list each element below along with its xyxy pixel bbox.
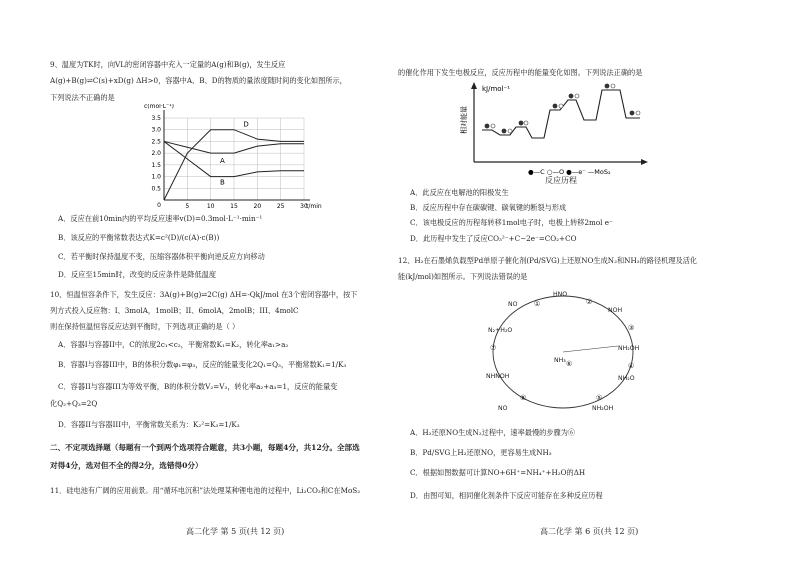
y-tick-label: 3.5 xyxy=(151,115,161,122)
q11-option-d: D．此历程中发生了反应CO₃²⁻+C−2e⁻=CO₂+CO xyxy=(410,234,577,243)
series-label-D: D xyxy=(243,120,249,129)
cycle-node-n2: N₂+H₂O xyxy=(488,327,513,334)
q11-line2: 的催化作用下发生电极反应，反应历程中的能量变化如图。下列说法正确的是 xyxy=(398,68,643,77)
q10-option-c: C．容器II与容器III为等效平衡，B的体积分数V₂=V₃，转化率a₂+a₃=1，反应的能量变 xyxy=(58,382,338,391)
section-2-heading-cont: 对得4分，选对但不全的得2分，选错得0分） xyxy=(50,461,203,470)
y-tick-label: 1.0 xyxy=(151,173,161,181)
energy-xlabel: 反应历程 xyxy=(545,176,577,185)
q12-option-c: C．根据如图数据可计算NO+6H⁺=NH₄⁺+H₂O的ΔH xyxy=(410,468,586,477)
q10-option-b: B．容器I与容器III中，B的体积分数φ₁=φ₃，反应的能量变化2Q₁=Q₃，平衡常数K₁=1/K₃ xyxy=(58,360,347,369)
q9-option-c: C．若平衡时保持温度不变，压缩容器体积平衡向逆反应方向移动 xyxy=(58,252,265,261)
origin-label: 0 xyxy=(157,202,161,209)
x-tick-label: 20 xyxy=(253,203,262,210)
q9-line2: A(g)+B(g)⇌C(s)+xD(g) ΔH>0，容器中A、B、D的物质的量浓度随时间的变化如图所示， xyxy=(50,76,347,85)
concentration-chart xyxy=(140,104,330,212)
q10-option-c-cont: 化Q₂+Q₃=2Q xyxy=(50,399,98,408)
q11-option-b: B．反应历程中存在碳碳键、碳氧键的断裂与形成 xyxy=(410,203,567,212)
q9-option-a: A．反应在前10min内的平均反应速率v(D)=0.3mol·L⁻¹·min⁻¹ xyxy=(58,214,263,223)
q10-option-a: A．容器I与容器II中，C的浓度2c₁<c₂，平衡常数K₁=K₂，转化率a₁>a₂ xyxy=(58,340,289,349)
step-6-label: ⑥ xyxy=(566,360,573,368)
q11-line1: 11．硅电池有广阔的应用前景。用“循环电沉积”法处理某种锂电池的过程中，Li₂CO₃和C在MoS₂ xyxy=(50,486,361,495)
q12-line1: 12、H₂在石墨烯负载型Pd单原子催化剂(Pd/SVG)上还原NO生成N₂和NH₃的路径机理及活化 xyxy=(398,256,698,265)
energy-legend: ●—C ○—O ●—e⁻ —MoS₂ xyxy=(528,168,611,176)
right-footer: 高二化学 第 6 页(共 12 页) xyxy=(540,527,639,536)
x-tick-label: 30 xyxy=(300,203,308,210)
q10-option-d: D．容器II与容器III中，平衡常数关系为：K₂²=K₃=1/K₃ xyxy=(58,420,240,429)
q12-line2: 能(kJ/mol)如图所示。下列说法错误的是 xyxy=(398,272,528,281)
y-axis-label: c(mol·L⁻¹) xyxy=(144,104,174,110)
cycle-node-nh2oh-1: NH₂OH xyxy=(618,345,640,352)
x-tick-label: 10 xyxy=(206,203,215,210)
y-tick-label: 0.5 xyxy=(151,185,161,193)
step-1-label: ① xyxy=(534,300,541,308)
cycle-center: NH₃ xyxy=(554,357,566,364)
step-3-label: ③ xyxy=(628,324,635,332)
cycle-node-nh2o: NH₂O xyxy=(618,375,635,382)
cycle-node-nh2oh-2: NH₂OH xyxy=(592,405,614,412)
energy-ylabel: kJ/mol⁻¹ xyxy=(482,85,511,93)
section-2-heading: 二、不定项选择题（每题有一个到两个选项符合题意，共3小题，每题4分，共12分。全部选 xyxy=(50,443,360,452)
series-label-B: B xyxy=(220,178,225,187)
y-tick-label: 2.5 xyxy=(151,138,161,146)
step-2-label: ② xyxy=(586,298,593,306)
q12-option-d: D．由图可知，相同催化剂条件下反应可能存在多种反应历程 xyxy=(410,491,603,500)
energy-ylabel2: 相对能量 xyxy=(460,106,468,134)
step-4-label: ④ xyxy=(628,362,635,370)
reaction-cycle-diagram xyxy=(468,286,658,418)
step-5-label: ⑤ xyxy=(596,394,603,402)
x-tick-label: 5 xyxy=(185,203,190,210)
y-tick-label: 3.0 xyxy=(151,126,161,134)
cycle-node-hno: HNO xyxy=(553,291,568,298)
q12-option-b: B．Pd/SVG上H₂还原NO，更容易生成NH₃ xyxy=(410,448,552,457)
q12-option-a: A．H₂还原NO生成N₂过程中，速率最慢的步骤为⑥ xyxy=(410,428,576,437)
y-tick-label: 2.0 xyxy=(151,150,161,158)
q10-line3: 则在保持恒温恒容反应达到平衡时，下列选项正确的是（ ） xyxy=(50,322,240,331)
q9-option-b: B．该反应的平衡常数表达式K=c²(D)/(c(A)·c(B)) xyxy=(58,233,220,242)
energy-diagram xyxy=(452,80,652,180)
x-tick-label: 15 xyxy=(230,203,238,210)
step-7-label: ⑦ xyxy=(490,344,497,352)
y-tick-label: 1.5 xyxy=(151,161,161,169)
q9-line3: 下列说法不正确的是 xyxy=(50,93,115,102)
cycle-node-no-2: NO xyxy=(498,405,508,412)
q10-line2: 列方式投入反应物：I、3molA，1molB；II、6molA，2molB；III、4molC xyxy=(50,306,299,315)
left-footer: 高二化学 第 5 页(共 12 页) xyxy=(186,527,285,536)
x-axis-label: t/min xyxy=(306,203,322,210)
series-label-A: A xyxy=(220,157,225,166)
cycle-node-nhnoh: NHNOH xyxy=(486,373,510,380)
q9-line1: 9、温度为TK时，向VL的密闭容器中充入一定量的A(g)和B(g)，发生反应 xyxy=(50,60,286,69)
cycle-node-noh: NOH xyxy=(608,307,623,314)
x-tick-label: 25 xyxy=(276,203,285,210)
q11-option-a: A．此反应在电解池的阳极发生 xyxy=(410,188,509,197)
q9-option-d: D．反应至15min时，改变的反应条件是降低温度 xyxy=(58,270,217,279)
step-8-label: ⑧ xyxy=(520,394,527,402)
q11-option-c: C．该电极反应的历程每转移1mol电子时，电极上转移2mol e⁻ xyxy=(410,218,613,227)
q10-line1: 10、恒温恒容条件下，发生反应：3A(g)+B(g)⇌2C(g) ΔH=-QkJ/mol 在3个密闭容器中，按下 xyxy=(50,290,358,299)
cycle-node-no-1: NO xyxy=(508,301,518,308)
